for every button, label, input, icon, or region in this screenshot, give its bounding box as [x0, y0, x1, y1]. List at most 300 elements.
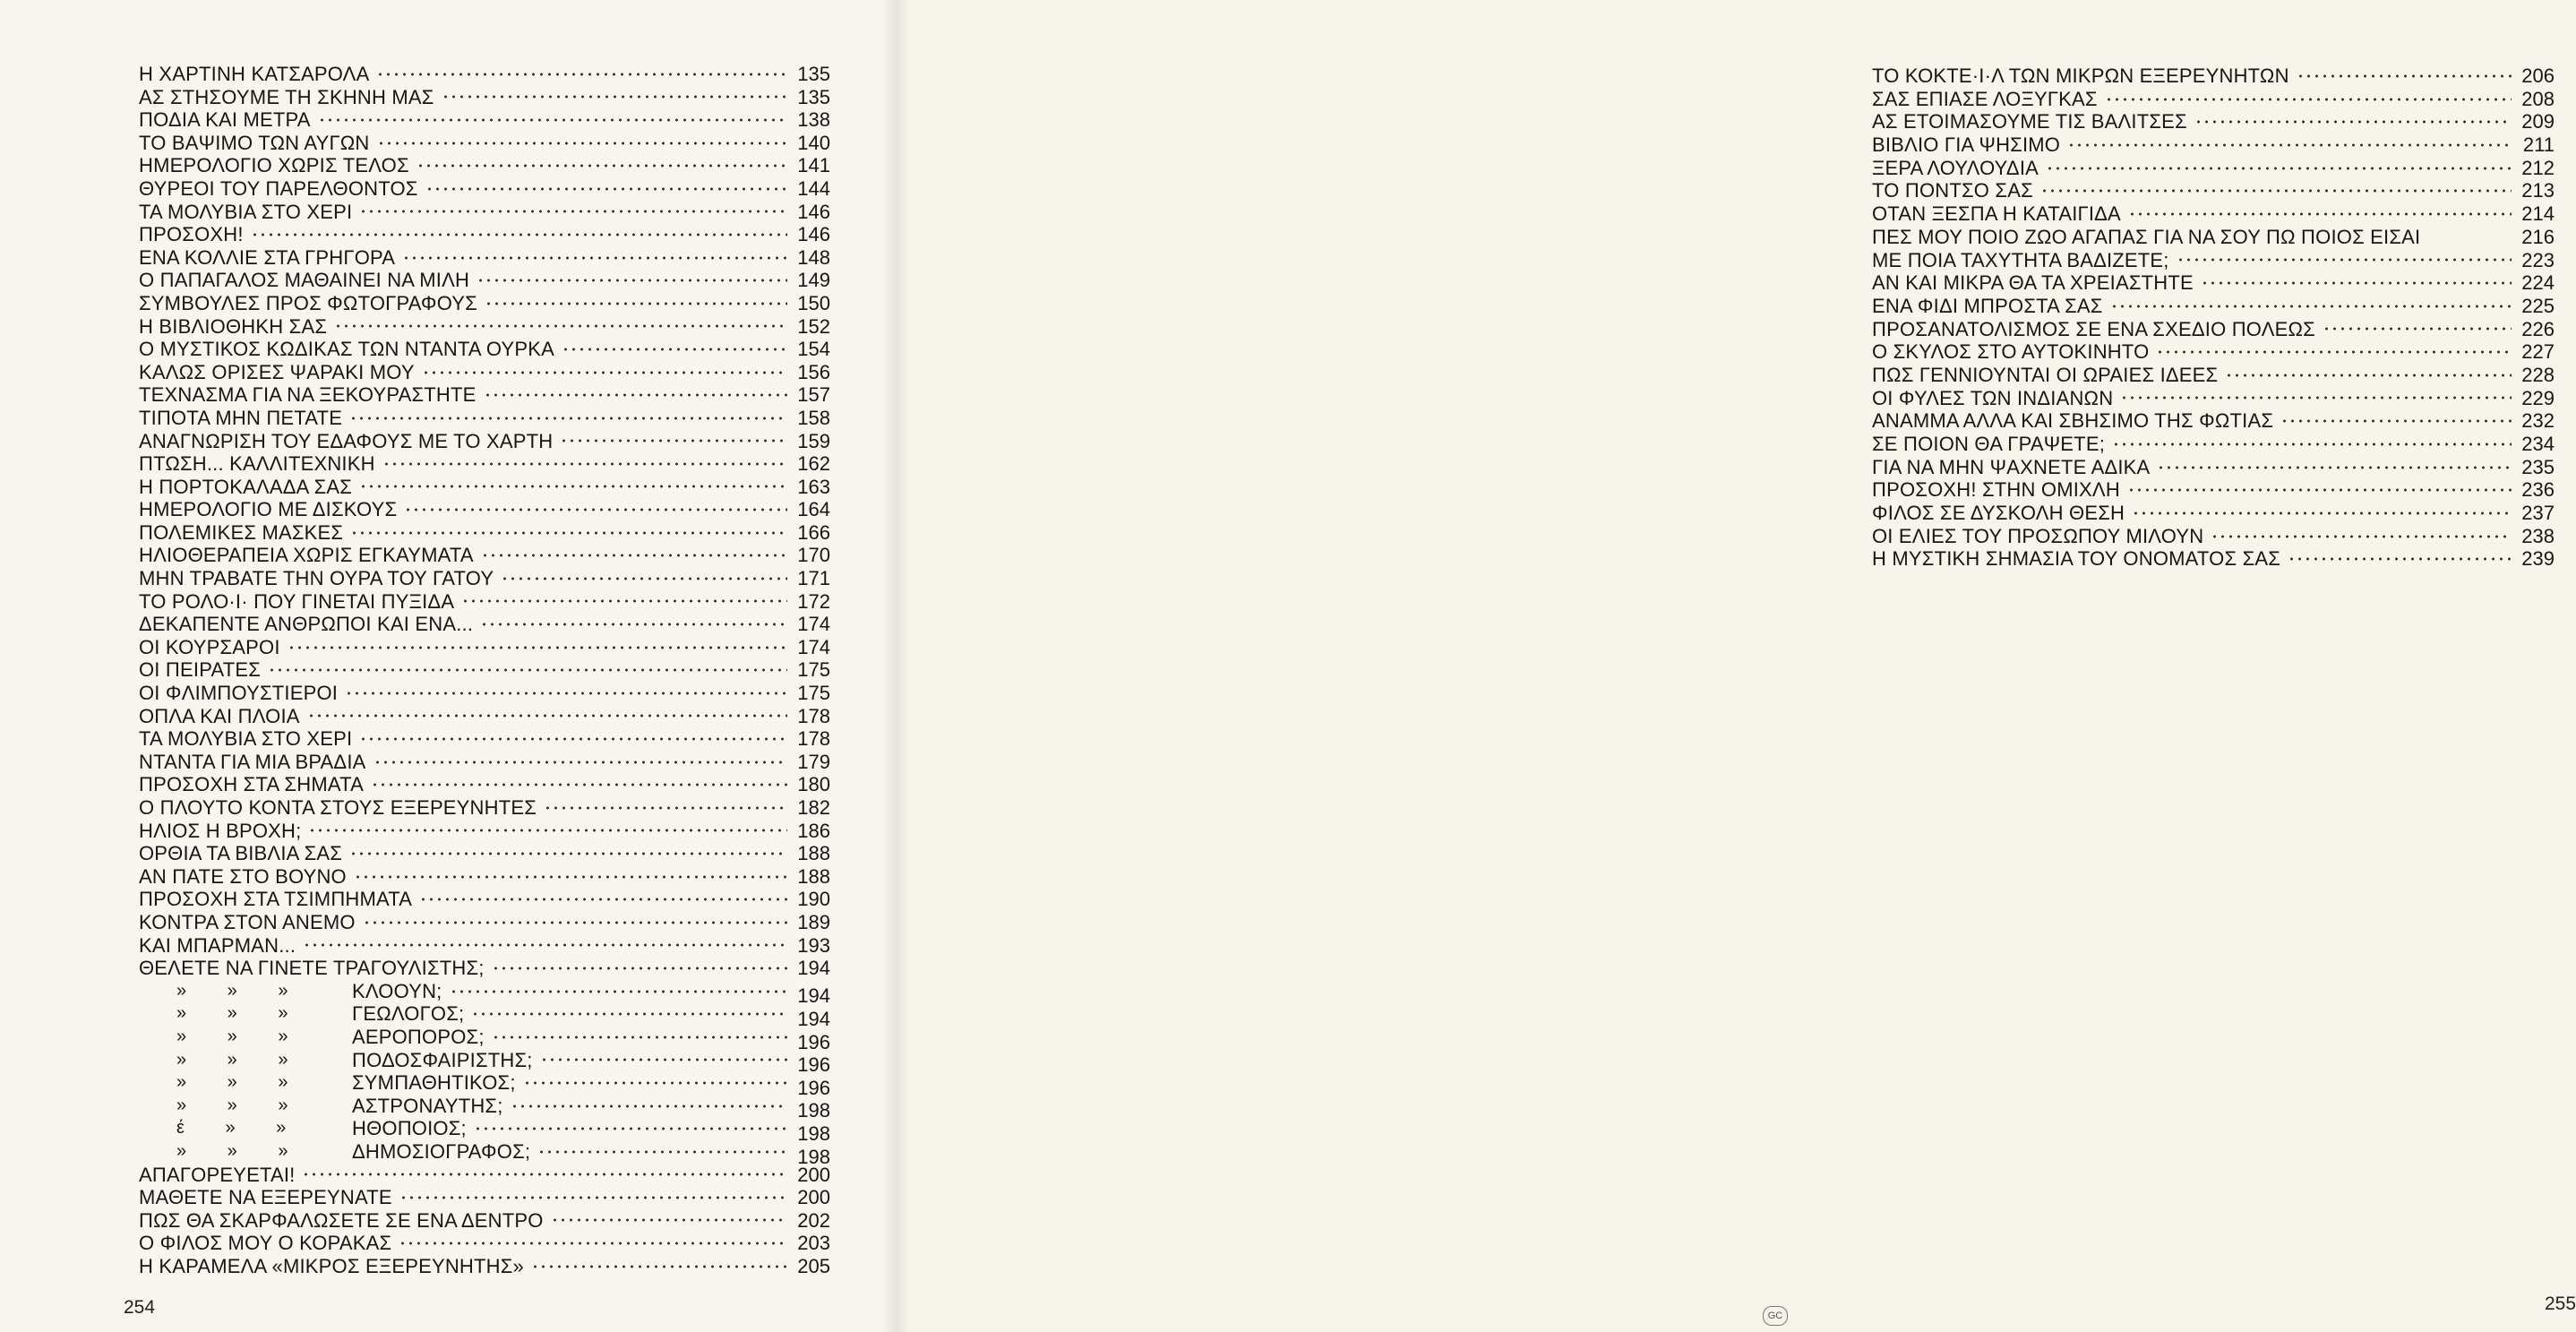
toc-entry: [139, 1117, 830, 1145]
toc-entry-page: 152: [797, 314, 830, 338]
dot-leader: [350, 529, 787, 537]
toc-entry-title: ΗΘΟΠΟΙΟΣ;: [352, 1117, 467, 1140]
toc-entry: [139, 636, 830, 659]
toc-entry: [1872, 340, 2555, 364]
toc-entry-page: 196: [797, 1076, 830, 1099]
toc-list-left: [139, 63, 830, 1277]
toc-entry-page: 208: [2521, 87, 2555, 110]
toc-entry: [139, 1094, 830, 1122]
indent-spacer: [139, 1002, 176, 1026]
dot-leader: [2157, 464, 2512, 471]
dot-leader: [442, 93, 787, 100]
ditto-marks: » » »: [176, 1072, 288, 1093]
toc-entry-page: 229: [2521, 386, 2555, 409]
dot-leader: [544, 804, 787, 812]
toc-entry-title: ΕΝΑ ΚΟΛΛΙΕ ΣΤΑ ΓΡΗΓΟΡΑ: [139, 245, 396, 269]
toc-list-right: [1872, 64, 2555, 571]
toc-entry-title: Η ΚΑΡΑΜΕΛΑ «ΜΙΚΡΟΣ ΕΞΕΡΕΥΝΗΤΗΣ»: [139, 1254, 524, 1277]
toc-entry-page: 189: [797, 910, 830, 933]
toc-entry: [1872, 409, 2555, 433]
toc-entry: [1872, 525, 2555, 548]
toc-entry-title: Η ΜΥΣΤΙΚΗ ΣΗΜΑΣΙΑ ΤΟΥ ΟΝΟΜΑΤΟΣ ΣΑΣ: [1872, 547, 2281, 571]
dot-leader: [560, 437, 787, 444]
toc-entry-title: ΓΕΩΛΟΓΟΣ;: [352, 1002, 465, 1026]
dot-leader: [302, 1171, 787, 1178]
toc-entry-page: 236: [2521, 478, 2555, 502]
book-gutter: [882, 0, 909, 1332]
toc-entry: [1872, 364, 2555, 387]
toc-entry-title: ΑΣ ΕΤΟΙΜΑΣΟΥΜΕ ΤΙΣ ΒΑΛΙΤΣΕΣ: [1872, 110, 2187, 133]
toc-entry: [139, 820, 830, 843]
dot-leader: [416, 162, 787, 169]
toc-entry-title: ΜΑΘΕΤΕ ΝΑ ΕΞΕΡΕΥΝΑΤΕ: [139, 1186, 392, 1209]
toc-entry: [139, 773, 830, 796]
dot-leader: [471, 1010, 787, 1018]
toc-entry-title: ΟΙ ΦΥΛΕΣ ΤΩΝ ΙΝΔΙΑΝΩΝ: [1872, 386, 2114, 409]
toc-entry-title: Η ΒΙΒΛΙΟΘΗΚΗ ΣΑΣ: [139, 314, 328, 338]
toc-entry-page: 194: [797, 1007, 830, 1030]
toc-entry: [139, 1232, 830, 1255]
toc-entry: [1872, 179, 2555, 202]
toc-entry-title: ΑΝ ΚΑΙ ΜΙΚΡΑ ΘΑ ΤΑ ΧΡΕΙΑΣΤΗΤΕ: [1872, 271, 2194, 295]
toc-entry-page: 186: [797, 819, 830, 842]
toc-entry: [139, 658, 830, 682]
toc-entry: [139, 682, 830, 705]
toc-entry-page: 214: [2521, 202, 2555, 226]
toc-entry-title: ΑΕΡΟΠΟΡΟΣ;: [352, 1025, 485, 1048]
toc-entry: [139, 430, 830, 453]
toc-entry-page: 212: [2521, 156, 2555, 179]
toc-entry: [1872, 88, 2555, 111]
toc-entry: [139, 544, 830, 567]
toc-entry-page: 239: [2521, 547, 2555, 571]
toc-entry-title: ΤΑ ΜΟΛΥΒΙΑ ΣΤΟ ΧΕΡΙ: [139, 727, 353, 751]
dot-leader: [402, 254, 787, 262]
corner-mark: GC: [1763, 1306, 1788, 1326]
toc-entry-title: ΗΛΙΟΣ Η ΒΡΟΧΗ;: [139, 819, 302, 842]
toc-entry-page: 154: [797, 338, 830, 361]
toc-entry: [139, 842, 830, 865]
toc-entry-title: ΤΟ ΡΟΛΟ·Ι· ΠΟΥ ΓΙΝΕΤΑΙ ΠΥΞΙΔΑ: [139, 589, 455, 613]
toc-entry: [1872, 502, 2555, 525]
dot-leader: [2105, 96, 2512, 103]
toc-entry: [1872, 110, 2555, 133]
toc-entry-title: ΟΙ ΚΟΥΡΣΑΡΟΙ: [139, 635, 280, 658]
toc-entry-page: 198: [797, 1145, 830, 1168]
toc-entry-title: ΚΟΝΤΡΑ ΣΤΟΝ ΑΝΕΜΟ: [139, 910, 356, 933]
toc-entry-page: 211: [2522, 133, 2555, 157]
toc-entry-title: ΟΙ ΠΕΙΡΑΤΕΣ: [139, 658, 262, 682]
indent-spacer: [139, 1026, 176, 1049]
toc-entry-page: 194: [797, 984, 830, 1008]
dot-leader: [374, 759, 787, 766]
dot-leader: [354, 873, 787, 881]
toc-entry: [139, 154, 830, 177]
toc-entry: [139, 452, 830, 476]
toc-entry-page: 234: [2521, 433, 2555, 455]
toc-entry-page: 174: [797, 635, 830, 658]
dot-leader: [481, 552, 787, 559]
ditto-marks: » » »: [176, 980, 288, 1001]
toc-entry-title: ΠΩΣ ΘΑ ΣΚΑΡΦΑΛΩΣΕΤΕ ΣΕ ΕΝΑ ΔΕΝΤΡΟ: [139, 1208, 544, 1232]
toc-entry-title: ΠΕΣ ΜΟΥ ΠΟΙΟ ΖΩΟ ΑΓΑΠΑΣ ΓΙΑ ΝΑ ΣΟΥ ΠΩ ΠΟΙΟΣ ΕΙΣΑΙ: [1872, 225, 2421, 248]
toc-entry: [139, 1002, 830, 1030]
dot-leader: [251, 231, 787, 238]
toc-entry-title: ΑΣΤΡΟΝΑΥΤΗΣ;: [352, 1094, 503, 1117]
dot-leader: [371, 781, 787, 788]
toc-entry-page: 159: [797, 429, 830, 452]
dot-leader: [425, 185, 787, 193]
dot-leader: [2046, 165, 2512, 172]
toc-entry-page: 140: [797, 131, 830, 154]
toc-entry-title: ΘΕΛΕΤΕ ΝΑ ΓΙΝΕΤΕ ΤΡΑΓΟΥΛΙΣΤΗΣ;: [139, 957, 485, 980]
dot-leader: [2225, 372, 2512, 379]
toc-entry-title: ΠΡΟΣΑΝΑΤΟΛΙΣΜΟΣ ΣΕ ΕΝΑ ΣΧΕΔΙΟ ΠΟΛΕΩΣ: [1872, 317, 2315, 340]
dot-leader: [2120, 394, 2512, 401]
dot-leader: [334, 322, 787, 330]
toc-entry-title: Η ΠΟΡΤΟΚΑΛΑΔΑ ΣΑΣ: [139, 475, 353, 498]
left-page: [0, 0, 896, 1332]
toc-entry-page: 225: [2521, 294, 2555, 317]
toc-entry-title: ΠΡΟΣΟΧΗ!: [139, 223, 244, 246]
toc-entry-title: ΑΝ ΠΑΤΕ ΣΤΟ ΒΟΥΝΟ: [139, 864, 347, 888]
toc-entry-title: ΗΛΙΟΘΕΡΑΠΕΙΑ ΧΩΡΙΣ ΕΓΚΑΥΜΑΤΑ: [139, 544, 474, 567]
toc-entry-page: 149: [797, 269, 830, 292]
toc-entry-title: ΘΥΡΕΟΙ ΤΟΥ ΠΑΡΕΛΘΟΝΤΟΣ: [139, 176, 418, 200]
toc-entry-page: 228: [2521, 363, 2555, 386]
toc-entry-title: ΟΠΛΑ ΚΑΙ ΠΛΟΙΑ: [139, 704, 300, 727]
toc-entry-page: 196: [797, 1053, 830, 1077]
toc-entry-page: 194: [797, 957, 830, 980]
toc-entry-page: 226: [2521, 317, 2555, 340]
toc-entry-title: ΑΠΑΓΟΡΕΥΕΤΑΙ!: [139, 1163, 296, 1186]
ditto-marks: » » »: [176, 1140, 288, 1161]
toc-entry-page: 190: [797, 888, 830, 911]
toc-entry: [139, 246, 830, 270]
toc-entry: [139, 177, 830, 201]
toc-entry-page: 227: [2521, 340, 2555, 364]
toc-entry: [1872, 64, 2555, 88]
toc-entry: [1872, 202, 2555, 226]
toc-entry-title: ΚΑΛΩΣ ΟΡΙΣΕΣ ΨΑΡΑΚΙ ΜΟΥ: [139, 360, 415, 383]
toc-entry: [139, 108, 830, 132]
dot-leader: [492, 965, 787, 972]
toc-entry-page: 237: [2521, 502, 2555, 525]
dot-leader: [2194, 118, 2512, 125]
toc-entry: [139, 888, 830, 911]
toc-entry: [1872, 295, 2555, 318]
toc-entry-title: ΟΙ ΦΛΙΜΠΟΥΣΤΙΕΡΟΙ: [139, 682, 339, 705]
toc-entry: [139, 223, 830, 246]
toc-entry: [139, 796, 830, 820]
ditto-marks: » » »: [176, 1095, 288, 1115]
toc-entry-page: 224: [2521, 271, 2555, 295]
dot-leader: [419, 896, 787, 903]
toc-entry-title: ΤΙΠΟΤΑ ΜΗΝ ΠΕΤΑΤΕ: [139, 406, 343, 429]
toc-entry-title: ΒΙΒΛΙΟ ΓΙΑ ΨΗΣΙΜΟ: [1872, 133, 2061, 157]
toc-entry: [1872, 547, 2555, 571]
toc-entry-page: 172: [797, 589, 830, 613]
toc-entry-page: 200: [797, 1186, 830, 1209]
toc-entry-page: 164: [797, 498, 830, 521]
toc-entry: [1872, 456, 2555, 479]
toc-entry-page: 138: [797, 108, 830, 132]
toc-entry: [139, 1186, 830, 1209]
toc-entry-title: ΠΩΣ ΓΕΝΝΙΟΥΝΤΑΙ ΟΙ ΩΡΑΙΕΣ ΙΔΕΕΣ: [1872, 363, 2219, 386]
toc-entry: [1872, 157, 2555, 180]
toc-entry-page: 148: [797, 245, 830, 269]
toc-entry: [139, 590, 830, 614]
dot-leader: [492, 1034, 787, 1041]
toc-entry-page: 162: [797, 452, 830, 476]
toc-entry-title: ΗΜΕΡΟΛΟΓΙΟ ΧΩΡΙΣ ΤΕΛΟΣ: [139, 154, 409, 177]
toc-continuation: [139, 1049, 533, 1072]
toc-entry-title: ΠΟΔΙΑ ΚΑΙ ΜΕΤΡΑ: [139, 108, 311, 132]
toc-entry-page: 156: [797, 360, 830, 383]
toc-entry-title: Ο ΣΚΥΛΟΣ ΣΤΟ ΑΥΤΟΚΙΝΗΤΟ: [1872, 340, 2150, 364]
toc-entry-title: ΣΥΜΠΑΘΗΤΙΚΟΣ;: [352, 1071, 516, 1095]
toc-entry: [1872, 226, 2555, 249]
toc-continuation: [139, 1095, 503, 1118]
dot-leader: [2110, 303, 2512, 310]
dot-leader: [2211, 533, 2512, 540]
ditto-marks: » » »: [176, 1049, 288, 1070]
toc-entry-page: 157: [797, 383, 830, 407]
toc-continuation: [139, 980, 442, 1003]
dot-leader: [349, 415, 787, 422]
toc-entry: [139, 201, 830, 224]
toc-entry: [139, 521, 830, 545]
toc-continuation: [139, 1140, 530, 1164]
toc-entry-page: 174: [797, 613, 830, 636]
toc-entry-title: ΕΝΑ ΦΙΔΙ ΜΠΡΟΣΤΑ ΣΑΣ: [1872, 294, 2103, 317]
dot-leader: [2323, 325, 2512, 332]
toc-entry-page: 144: [797, 176, 830, 200]
dot-leader: [474, 1125, 787, 1132]
dot-leader: [480, 621, 787, 628]
toc-entry-title: ΦΙΛΟΣ ΣΕ ΔΥΣΚΟΛΗ ΘΕΣΗ: [1872, 502, 2125, 525]
dot-leader: [540, 1056, 787, 1063]
toc-entry-page: 205: [797, 1254, 830, 1277]
toc-entry-title: Η ΧΑΡΤΙΝΗ ΚΑΤΣΑΡΟΛΑ: [139, 63, 370, 85]
toc-entry: [139, 383, 830, 407]
dot-leader: [318, 116, 787, 124]
toc-entry-page: 179: [797, 750, 830, 773]
dot-leader: [562, 346, 787, 353]
dot-leader: [2112, 441, 2512, 448]
dot-leader: [288, 644, 787, 651]
toc-entry: [139, 1025, 830, 1053]
toc-entry: [139, 613, 830, 636]
toc-entry: [1872, 133, 2555, 157]
dot-leader: [461, 597, 787, 605]
dot-leader: [484, 391, 787, 399]
toc-entry-page: 238: [2521, 524, 2555, 547]
toc-entry-title: ΠΟΔΟΣΦΑΙΡΙΣΤΗΣ;: [352, 1048, 533, 1071]
dot-leader: [2128, 211, 2512, 218]
toc-entry: [139, 911, 830, 934]
toc-entry-page: 198: [797, 1099, 830, 1122]
toc-continuation: [139, 1002, 464, 1026]
dot-leader: [308, 827, 787, 834]
toc-entry: [139, 63, 830, 86]
toc-entry-title: Ο ΦΙΛΟΣ ΜΟΥ Ο ΚΟΡΑΚΑΣ: [139, 1232, 392, 1255]
toc-entry-title: ΠΡΟΣΟΧΗ ΣΤΑ ΤΣΙΜΠΗΜΑΤΑ: [139, 888, 413, 911]
toc-entry-title: ΠΟΛΕΜΙΚΕΣ ΜΑΣΚΕΣ: [139, 520, 344, 544]
dot-leader: [303, 941, 787, 949]
toc-entry: [139, 751, 830, 774]
dot-leader: [2177, 256, 2512, 263]
dot-leader: [376, 71, 787, 78]
dot-leader: [349, 850, 787, 857]
toc-entry-page: 135: [797, 85, 830, 108]
toc-entry-title: ΠΡΟΣΟΧΗ! ΣΤΗΝ ΟΜΙΧΛΗ: [1872, 478, 2120, 502]
toc-entry-title: ΚΛΟΟΥΝ;: [352, 979, 442, 1002]
indent-spacer: [139, 1095, 176, 1118]
dot-leader: [382, 460, 787, 468]
toc-entry: [139, 86, 830, 109]
toc-continuation: [139, 1026, 485, 1049]
dot-leader: [2156, 348, 2512, 356]
toc-entry-page: 223: [2521, 248, 2555, 271]
toc-entry-page: 175: [797, 658, 830, 682]
dot-leader: [359, 483, 787, 490]
dot-leader: [2288, 555, 2512, 563]
dot-leader: [2201, 279, 2512, 287]
dot-leader: [345, 690, 787, 697]
toc-entry-title: ΤΟ ΚΟΚΤΕ·Ι·Λ ΤΩΝ ΜΙΚΡΩΝ ΕΞΕΡΕΥΝΗΤΩΝ: [1872, 64, 2289, 87]
toc-entry-page: 203: [797, 1232, 830, 1255]
toc-entry-title: ΚΑΙ ΜΠΑΡΜΑΝ...: [139, 933, 296, 957]
toc-entry-page: 150: [797, 291, 830, 314]
dot-leader: [511, 1103, 787, 1110]
toc-entry: [139, 407, 830, 430]
toc-entry: [139, 1048, 830, 1077]
toc-entry-title: ΣΥΜΒΟΥΛΕΣ ΠΡΟΣ ΦΩΤΟΓΡΑΦΟΥΣ: [139, 291, 477, 314]
toc-entry-title: ΤΑ ΜΟΛΥΒΙΑ ΣΤΟ ΧΕΡΙ: [139, 200, 353, 223]
dot-leader: [531, 1263, 787, 1270]
toc-entry: [1872, 433, 2555, 456]
dot-leader: [537, 1148, 787, 1156]
toc-entry-page: 141: [797, 154, 830, 177]
dot-leader: [485, 300, 787, 307]
indent-spacer: [139, 1140, 176, 1164]
toc-entry-page: 232: [2521, 409, 2555, 433]
toc-entry-title: ΞΕΡΑ ΛΟΥΛΟΥΔΙΑ: [1872, 156, 2039, 179]
dot-leader: [359, 735, 787, 743]
indent-spacer: [139, 1117, 176, 1140]
page-number-right: 255: [2545, 1293, 2576, 1314]
toc-entry: [139, 1139, 830, 1168]
toc-entry-page: 206: [2521, 64, 2555, 87]
toc-entry: [139, 979, 830, 1008]
dot-leader: [2427, 234, 2512, 241]
dot-leader: [2040, 187, 2512, 194]
ditto-marks: » » »: [176, 1003, 288, 1024]
toc-entry: [139, 1164, 830, 1187]
toc-entry-page: 213: [2521, 179, 2555, 202]
toc-entry-page: 170: [797, 544, 830, 567]
toc-entry-page: 182: [797, 796, 830, 819]
toc-entry-page: 158: [797, 406, 830, 429]
toc-entry-title: ΑΝΑΓΝΩΡΙΣΗ ΤΟΥ ΕΔΑΦΟΥΣ ΜΕ ΤΟ ΧΑΡΤΗ: [139, 429, 554, 452]
toc-entry: [139, 1209, 830, 1233]
toc-entry-title: ΟΙ ΕΛΙΕΣ ΤΟΥ ΠΡΟΣΩΠΟΥ ΜΙΛΟΥΝ: [1872, 524, 2204, 547]
toc-entry: [139, 338, 830, 361]
toc-entry-page: 188: [797, 864, 830, 888]
indent-spacer: [139, 1049, 176, 1072]
toc-entry: [139, 934, 830, 958]
toc-entry: [1872, 387, 2555, 410]
toc-entry-title: Ο ΜΥΣΤΙΚΟΣ ΚΩΔΙΚΑΣ ΤΩΝ ΝΤΑΝΤΑ ΟΥΡΚΑ: [139, 338, 555, 361]
toc-entry-page: 146: [797, 200, 830, 223]
toc-entry-title: ΟΤΑΝ ΞΕΣΠΑ Η ΚΑΤΑΙΓΙΔΑ: [1872, 202, 2121, 226]
toc-entry: [139, 1255, 830, 1278]
toc-entry-page: 235: [2521, 455, 2555, 478]
dot-leader: [404, 506, 787, 513]
toc-entry: [139, 957, 830, 980]
dot-leader: [2127, 486, 2512, 494]
toc-entry-title: ΑΝΑΜΜΑ ΑΛΛΑ ΚΑΙ ΣΒΗΣΙΜΟ ΤΗΣ ΦΩΤΙΑΣ: [1872, 409, 2274, 433]
dot-leader: [399, 1240, 787, 1247]
toc-entry: [139, 361, 830, 384]
toc-entry-title: ΜΗΝ ΤΡΑΒΑΤΕ ΤΗΝ ΟΥΡΑ ΤΟΥ ΓΑΤΟΥ: [139, 567, 494, 590]
dot-leader: [2132, 510, 2512, 517]
toc-entry: [139, 269, 830, 292]
toc-entry: [1872, 249, 2555, 272]
dot-leader: [359, 208, 787, 215]
toc-entry-title: Ο ΠΑΠΑΓΑΛΟΣ ΜΑΘΑΙΝΕΙ ΝΑ ΜΙΛΗ: [139, 269, 470, 292]
indent-spacer: [139, 1071, 176, 1095]
toc-entry-title: ΔΗΜΟΣΙΟΓΡΑΦΟΣ;: [352, 1139, 531, 1163]
toc-entry: [139, 498, 830, 521]
dot-leader: [477, 277, 787, 284]
toc-entry: [1872, 478, 2555, 502]
toc-entry-page: 198: [797, 1121, 830, 1145]
right-page: [896, 0, 2576, 1332]
toc-entry-page: 196: [797, 1030, 830, 1053]
toc-entry: [139, 1071, 830, 1099]
toc-entry-title: Ο ΠΛΟΥΤΟ ΚΟΝΤΑ ΣΤΟΥΣ ΕΞΕΡΕΥΝΗΤΕΣ: [139, 796, 537, 819]
dot-leader: [363, 919, 787, 926]
toc-entry-page: 202: [797, 1208, 830, 1232]
toc-entry-title: ΣΑΣ ΕΠΙΑΣΕ ΛΟΞΥΓΚΑΣ: [1872, 87, 2098, 110]
toc-entry: [139, 476, 830, 499]
toc-entry-page: 175: [797, 682, 830, 705]
dot-leader: [2280, 417, 2512, 425]
toc-entry-page: 180: [797, 773, 830, 796]
dot-leader: [377, 140, 788, 147]
toc-entry-page: 209: [2521, 110, 2555, 133]
toc-entry: [1872, 271, 2555, 295]
toc-entry-title: ΑΣ ΣΤΗΣΟΥΜΕ ΤΗ ΣΚΗΝΗ ΜΑΣ: [139, 85, 434, 108]
dot-leader: [422, 369, 787, 376]
toc-entry-title: ΣΕ ΠΟΙΟΝ ΘΑ ΓΡΑΨΕΤΕ;: [1872, 433, 2106, 455]
toc-entry: [139, 315, 830, 339]
toc-entry-title: ΓΙΑ ΝΑ ΜΗΝ ΨΑΧΝΕΤΕ ΑΔΙΚΑ: [1872, 455, 2151, 478]
dot-leader: [399, 1194, 787, 1201]
toc-entry-page: 216: [2521, 225, 2555, 248]
toc-entry: [139, 727, 830, 751]
toc-entry-title: ΔΕΚΑΠΕΝΤΕ ΑΝΘΡΩΠΟΙ ΚΑΙ ΕΝΑ...: [139, 613, 474, 636]
toc-entry-page: 200: [797, 1163, 830, 1186]
dot-leader: [551, 1216, 787, 1224]
page-number-left: 254: [124, 1297, 156, 1318]
ditto-marks: έ » »: [176, 1118, 287, 1139]
dot-leader: [2297, 73, 2512, 80]
toc-entry-title: ΟΡΘΙΑ ΤΑ ΒΙΒΛΙΑ ΣΑΣ: [139, 842, 343, 865]
indent-spacer: [139, 980, 176, 1003]
